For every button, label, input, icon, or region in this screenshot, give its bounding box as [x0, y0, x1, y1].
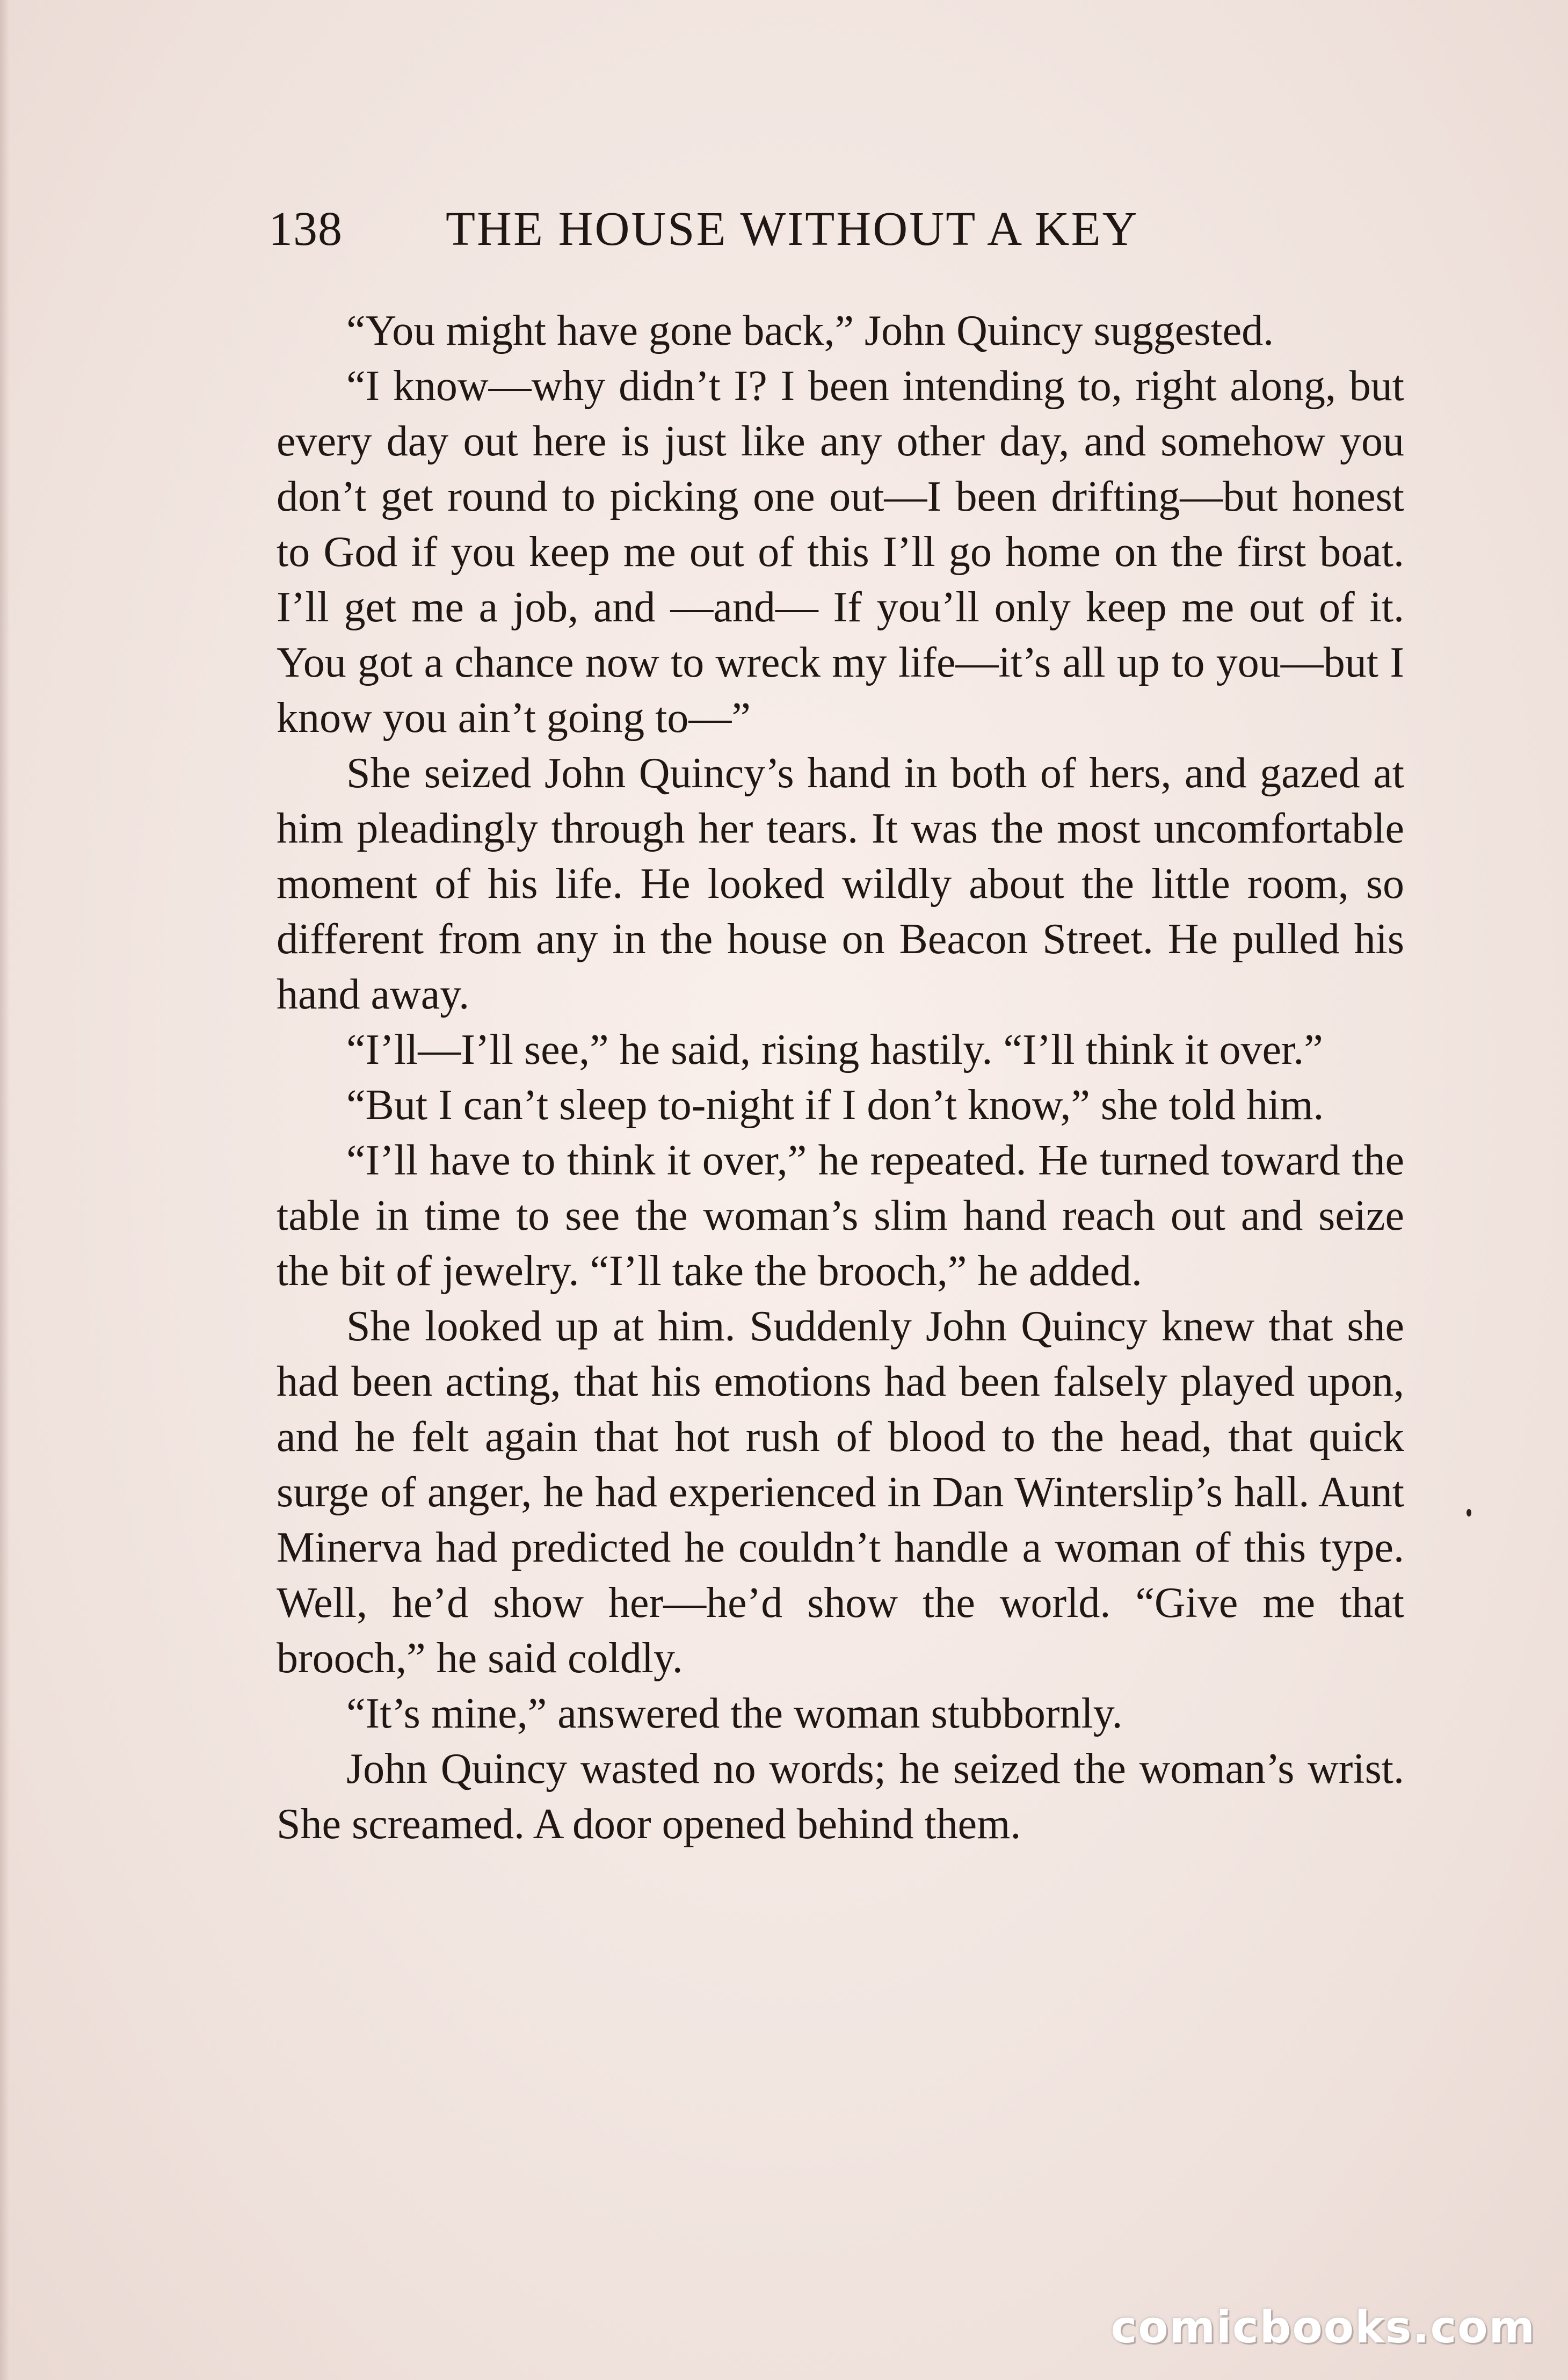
paragraph: “But I can’t sleep to-night if I don’t know,” she told him.	[346, 1082, 1324, 1129]
paragraph: She looked up at him. Suddenly John Quincy knew that she had been acting, that his emotions had been falsely played upon, and he felt again that hot rush of blood to the head, that quick surge of anger, he had experienced in Dan Winterslip’s hall. Aunt Minerva had predicted he couldn’t handle a woman of this type. Well, he’d show her—he’d show the world. “Give me that brooch,” he said coldly.	[277, 1303, 1404, 1682]
paragraph: “It’s mine,” answered the woman stubbornly.	[346, 1690, 1123, 1737]
running-head	[268, 200, 1423, 259]
paragraph: John Quincy wasted no words; he seized the woman’s wrist. She screamed. A door opened behind them.	[277, 1745, 1404, 1848]
running-title: THE HOUSE WITHOUT A KEY	[446, 202, 1139, 256]
paragraph: “You might have gone back,” John Quincy suggested.	[346, 307, 1274, 354]
paragraph: “I know—why didn’t I? I been intending to, right along, but every day out here is just like any other day, and somehow you don’t get round to picking one out—I been drifting—but honest to God if you keep me out of this I’ll go home on the first boat. I’ll get me a job, and —and— If you’ll only keep me out of it. You got a chance now to wreck my life—it’s all up to you—but I know you ain’t going to—”	[277, 362, 1404, 742]
page-number: 138	[268, 202, 343, 256]
body-text	[277, 303, 1404, 1852]
page-edge-shadow	[0, 0, 10, 2380]
paragraph: “I’ll have to think it over,” he repeated. He turned toward the table in time to see the woman’s slim hand reach out and seize the bit of jewelry. “I’ll take the brooch,” he added.	[277, 1137, 1404, 1295]
paragraph: “I’ll—I’ll see,” he said, rising hastily. “I’ll think it over.”	[346, 1026, 1323, 1073]
watermark: comicbooks.com	[1110, 2302, 1536, 2353]
paragraph: She seized John Quincy’s hand in both of hers, and gazed at him pleadingly through her tears. It was the most uncomfortable moment of his life. He looked wildly about the little room, so different from any in the house on Beacon Street. He pulled his hand away.	[277, 750, 1404, 1018]
ink-speck	[1467, 1509, 1471, 1516]
